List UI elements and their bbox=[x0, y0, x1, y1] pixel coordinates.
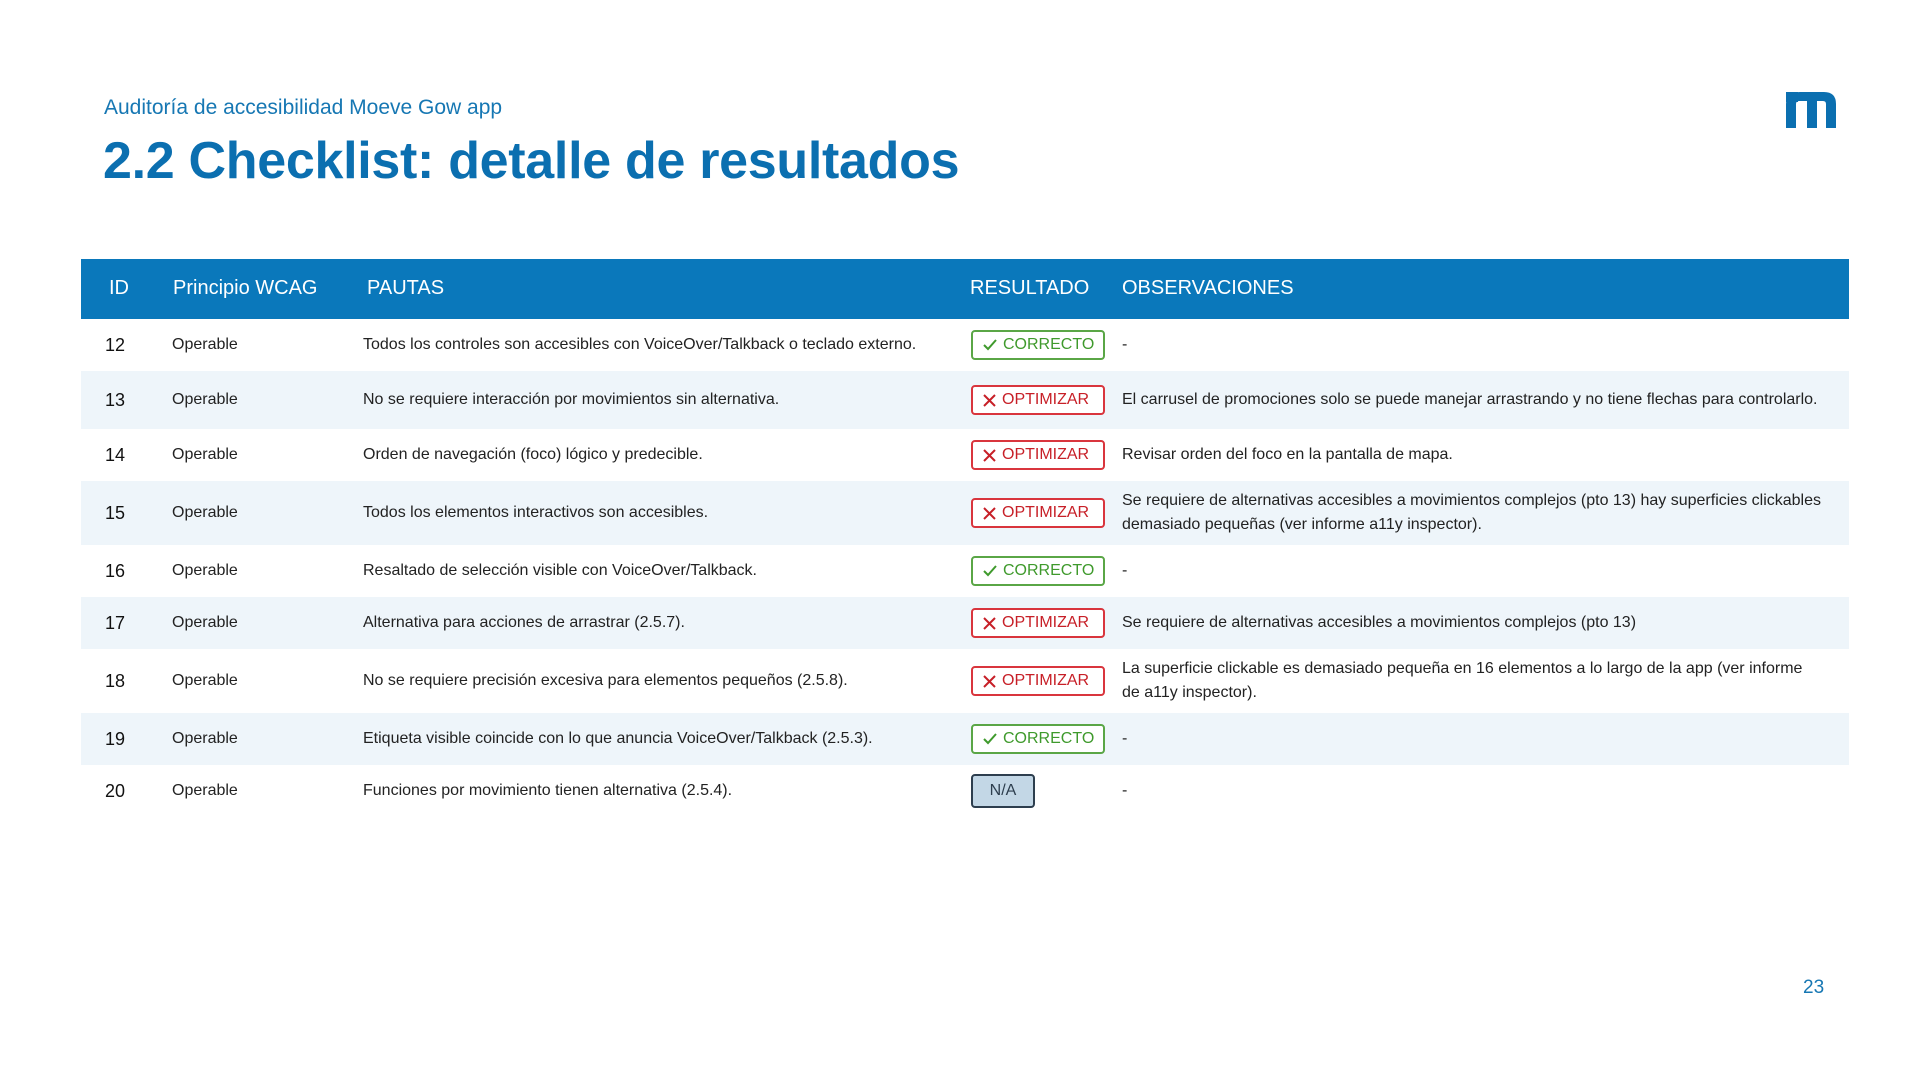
check-icon bbox=[983, 565, 997, 577]
row-id: 20 bbox=[105, 781, 126, 801]
row-id: 19 bbox=[105, 729, 126, 749]
row-guideline: Todos los controles son accesibles con VoiceOver/Talkback o teclado externo. bbox=[363, 336, 917, 353]
row-guideline: Todos los elementos interactivos son accesibles. bbox=[363, 504, 709, 521]
row-id: 15 bbox=[105, 503, 126, 523]
table-row bbox=[81, 481, 1849, 545]
result-label: OPTIMIZAR bbox=[1002, 446, 1090, 463]
row-guideline: Resaltado de selección visible con VoiceOver/Talkback. bbox=[363, 562, 757, 579]
x-icon bbox=[983, 507, 996, 520]
row-principle: Operable bbox=[172, 391, 238, 408]
table-row bbox=[81, 545, 1849, 597]
table-row bbox=[81, 597, 1849, 649]
table-header bbox=[81, 259, 1849, 319]
result-badge bbox=[971, 440, 1105, 470]
table-row bbox=[81, 649, 1849, 713]
row-principle: Operable bbox=[172, 782, 238, 799]
row-observations: Se requiere de alternativas accesibles a movimientos complejos (pto 13) hay superficies clickables demasiado pequeñas (ver informe a11y inspector). bbox=[1122, 492, 1821, 533]
row-guideline: Alternativa para acciones de arrastrar (2.5.7). bbox=[363, 614, 685, 631]
row-principle: Operable bbox=[172, 562, 238, 579]
column-header-principle: Principio WCAG bbox=[173, 277, 318, 299]
row-observations: - bbox=[1122, 562, 1128, 579]
row-principle: Operable bbox=[172, 446, 238, 463]
results-table bbox=[81, 259, 1849, 817]
row-guideline: No se requiere precisión excesiva para elementos pequeños (2.5.8). bbox=[363, 672, 848, 689]
row-observations: La superficie clickable es demasiado pequeña en 16 elementos a lo largo de la app (ver informe de a11y inspector). bbox=[1122, 660, 1803, 701]
x-icon bbox=[983, 449, 996, 462]
result-badge bbox=[971, 385, 1105, 415]
page-number: 23 bbox=[1803, 977, 1825, 998]
result-label: N/A bbox=[989, 782, 1017, 799]
table-body bbox=[81, 319, 1849, 817]
result-badge bbox=[971, 666, 1105, 696]
row-id: 14 bbox=[105, 445, 126, 465]
row-observations: - bbox=[1122, 336, 1128, 353]
row-guideline: No se requiere interacción por movimientos sin alternativa. bbox=[363, 391, 780, 408]
row-principle: Operable bbox=[172, 672, 238, 689]
result-label: CORRECTO bbox=[1003, 562, 1095, 579]
row-principle: Operable bbox=[172, 730, 238, 747]
row-observations: El carrusel de promociones solo se puede manejar arrastrando y no tiene flechas para controlarlo. bbox=[1122, 391, 1818, 408]
table-row bbox=[81, 713, 1849, 765]
result-label: OPTIMIZAR bbox=[1002, 391, 1090, 408]
x-icon bbox=[983, 617, 996, 630]
check-icon bbox=[983, 339, 997, 351]
column-header-result: RESULTADO bbox=[970, 277, 1090, 299]
row-principle: Operable bbox=[172, 614, 238, 631]
result-badge bbox=[971, 498, 1105, 528]
table-row bbox=[81, 319, 1849, 371]
row-observations: Revisar orden del foco en la pantalla de mapa. bbox=[1122, 446, 1453, 463]
result-badge bbox=[971, 556, 1105, 586]
row-id: 13 bbox=[105, 390, 126, 410]
column-header-observations: OBSERVACIONES bbox=[1122, 277, 1294, 299]
result-label: CORRECTO bbox=[1003, 336, 1095, 353]
result-label: OPTIMIZAR bbox=[1002, 504, 1090, 521]
result-badge bbox=[971, 724, 1105, 754]
table-row bbox=[81, 765, 1849, 817]
row-id: 17 bbox=[105, 613, 126, 633]
x-icon bbox=[983, 675, 996, 688]
x-icon bbox=[983, 394, 996, 407]
result-badge bbox=[971, 774, 1035, 808]
result-label: OPTIMIZAR bbox=[1002, 672, 1090, 689]
table-row bbox=[81, 429, 1849, 481]
row-guideline: Orden de navegación (foco) lógico y predecible. bbox=[363, 446, 703, 463]
result-label: CORRECTO bbox=[1003, 730, 1095, 747]
row-id: 16 bbox=[105, 561, 126, 581]
row-guideline: Funciones por movimiento tienen alternativa (2.5.4). bbox=[363, 782, 733, 799]
brand-logo-icon bbox=[1786, 90, 1838, 130]
row-id: 18 bbox=[105, 671, 126, 691]
result-badge bbox=[971, 330, 1105, 360]
row-observations: - bbox=[1122, 730, 1128, 747]
column-header-guidelines: PAUTAS bbox=[367, 277, 445, 299]
check-icon bbox=[983, 733, 997, 745]
row-principle: Operable bbox=[172, 336, 238, 353]
row-principle: Operable bbox=[172, 504, 238, 521]
result-label: OPTIMIZAR bbox=[1002, 614, 1090, 631]
column-header-id: ID bbox=[109, 277, 129, 299]
result-badge bbox=[971, 608, 1105, 638]
table-row bbox=[81, 371, 1849, 429]
row-guideline: Etiqueta visible coincide con lo que anuncia VoiceOver/Talkback (2.5.3). bbox=[363, 730, 873, 747]
report-subtitle: Auditoría de accesibilidad Moeve Gow app bbox=[104, 96, 503, 119]
row-observations: - bbox=[1122, 782, 1128, 799]
row-observations: Se requiere de alternativas accesibles a movimientos complejos (pto 13) bbox=[1122, 614, 1637, 631]
page-title: 2.2 Checklist: detalle de resultados bbox=[103, 132, 960, 190]
row-id: 12 bbox=[105, 335, 126, 355]
